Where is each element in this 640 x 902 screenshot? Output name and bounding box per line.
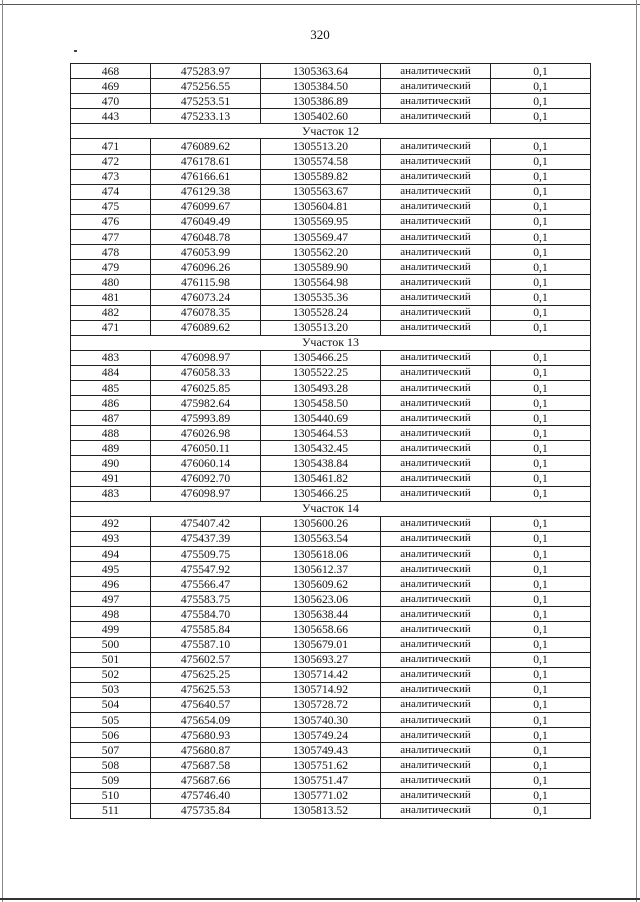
x-coordinate-cell: 475253.51 — [151, 94, 261, 109]
x-coordinate-cell: 475602.57 — [151, 652, 261, 667]
table-row — [71, 184, 591, 199]
accuracy-cell: 0,1 — [491, 758, 591, 773]
x-coordinate-cell: 475583.75 — [151, 592, 261, 607]
accuracy-cell: 0,1 — [491, 230, 591, 245]
point-number-cell: 492 — [71, 516, 151, 531]
y-coordinate-cell: 1305466.25 — [261, 350, 381, 365]
x-coordinate-cell: 476115.98 — [151, 275, 261, 290]
accuracy-cell: 0,1 — [491, 577, 591, 592]
accuracy-cell: 0,1 — [491, 305, 591, 320]
method-cell: аналитический — [381, 637, 491, 652]
point-number-cell: 483 — [71, 350, 151, 365]
scan-edge-top — [0, 4, 640, 5]
table-row — [71, 396, 591, 411]
x-coordinate-cell: 476129.38 — [151, 184, 261, 199]
x-coordinate-cell: 476026.98 — [151, 426, 261, 441]
y-coordinate-cell: 1305563.54 — [261, 531, 381, 546]
point-number-cell: 500 — [71, 637, 151, 652]
table-row — [71, 743, 591, 758]
accuracy-cell: 0,1 — [491, 64, 591, 79]
coordinates-table — [70, 63, 591, 819]
y-coordinate-cell: 1305522.25 — [261, 365, 381, 380]
section-title: Участок 13 — [71, 335, 591, 350]
point-number-cell: 490 — [71, 456, 151, 471]
x-coordinate-cell: 475735.84 — [151, 803, 261, 818]
accuracy-cell: 0,1 — [491, 396, 591, 411]
point-number-cell: 503 — [71, 682, 151, 697]
point-number-cell: 470 — [71, 94, 151, 109]
section-title: Участок 14 — [71, 501, 591, 516]
y-coordinate-cell: 1305569.47 — [261, 230, 381, 245]
method-cell: аналитический — [381, 64, 491, 79]
method-cell: аналитический — [381, 652, 491, 667]
y-coordinate-cell: 1305609.62 — [261, 577, 381, 592]
point-number-cell: 494 — [71, 547, 151, 562]
method-cell: аналитический — [381, 230, 491, 245]
point-number-cell: 507 — [71, 743, 151, 758]
table-row — [71, 64, 591, 79]
table-row — [71, 154, 591, 169]
y-coordinate-cell: 1305618.06 — [261, 547, 381, 562]
accuracy-cell: 0,1 — [491, 441, 591, 456]
point-number-cell: 506 — [71, 728, 151, 743]
y-coordinate-cell: 1305513.20 — [261, 139, 381, 154]
method-cell: аналитический — [381, 365, 491, 380]
y-coordinate-cell: 1305813.52 — [261, 803, 381, 818]
y-coordinate-cell: 1305569.95 — [261, 214, 381, 229]
accuracy-cell: 0,1 — [491, 109, 591, 124]
x-coordinate-cell: 475256.55 — [151, 79, 261, 94]
accuracy-cell: 0,1 — [491, 562, 591, 577]
accuracy-cell: 0,1 — [491, 350, 591, 365]
method-cell: аналитический — [381, 713, 491, 728]
table-row — [71, 245, 591, 260]
accuracy-cell: 0,1 — [491, 652, 591, 667]
point-number-cell: 497 — [71, 592, 151, 607]
x-coordinate-cell: 475407.42 — [151, 516, 261, 531]
accuracy-cell: 0,1 — [491, 773, 591, 788]
point-number-cell: 469 — [71, 79, 151, 94]
section-header-row — [71, 124, 591, 139]
table-row — [71, 622, 591, 637]
table-row — [71, 169, 591, 184]
section-title: Участок 12 — [71, 124, 591, 139]
method-cell: аналитический — [381, 260, 491, 275]
table-row — [71, 320, 591, 335]
x-coordinate-cell: 476089.62 — [151, 139, 261, 154]
y-coordinate-cell: 1305384.50 — [261, 79, 381, 94]
accuracy-cell: 0,1 — [491, 713, 591, 728]
scan-edge-left — [2, 0, 3, 902]
method-cell: аналитический — [381, 577, 491, 592]
method-cell: аналитический — [381, 607, 491, 622]
table-row — [71, 697, 591, 712]
method-cell: аналитический — [381, 396, 491, 411]
point-number-cell: 484 — [71, 365, 151, 380]
method-cell: аналитический — [381, 380, 491, 395]
scan-edge-bottom — [0, 898, 640, 900]
accuracy-cell: 0,1 — [491, 456, 591, 471]
point-number-cell: 486 — [71, 396, 151, 411]
accuracy-cell: 0,1 — [491, 154, 591, 169]
y-coordinate-cell: 1305562.20 — [261, 245, 381, 260]
x-coordinate-cell: 475993.89 — [151, 411, 261, 426]
x-coordinate-cell: 475982.64 — [151, 396, 261, 411]
x-coordinate-cell: 475625.25 — [151, 667, 261, 682]
accuracy-cell: 0,1 — [491, 667, 591, 682]
accuracy-cell: 0,1 — [491, 199, 591, 214]
point-number-cell: 504 — [71, 697, 151, 712]
point-number-cell: 468 — [71, 64, 151, 79]
y-coordinate-cell: 1305658.66 — [261, 622, 381, 637]
accuracy-cell: 0,1 — [491, 622, 591, 637]
y-coordinate-cell: 1305440.69 — [261, 411, 381, 426]
table-row — [71, 380, 591, 395]
table-row — [71, 260, 591, 275]
accuracy-cell: 0,1 — [491, 214, 591, 229]
method-cell: аналитический — [381, 441, 491, 456]
accuracy-cell: 0,1 — [491, 697, 591, 712]
accuracy-cell: 0,1 — [491, 380, 591, 395]
method-cell: аналитический — [381, 320, 491, 335]
table-row — [71, 365, 591, 380]
point-number-cell: 508 — [71, 758, 151, 773]
x-coordinate-cell: 475680.93 — [151, 728, 261, 743]
x-coordinate-cell: 475640.57 — [151, 697, 261, 712]
table-row — [71, 411, 591, 426]
method-cell: аналитический — [381, 758, 491, 773]
accuracy-cell: 0,1 — [491, 516, 591, 531]
x-coordinate-cell: 475687.58 — [151, 758, 261, 773]
method-cell: аналитический — [381, 139, 491, 154]
table-row — [71, 305, 591, 320]
y-coordinate-cell: 1305728.72 — [261, 697, 381, 712]
x-coordinate-cell: 476073.24 — [151, 290, 261, 305]
y-coordinate-cell: 1305693.27 — [261, 652, 381, 667]
y-coordinate-cell: 1305386.89 — [261, 94, 381, 109]
y-coordinate-cell: 1305623.06 — [261, 592, 381, 607]
y-coordinate-cell: 1305563.67 — [261, 184, 381, 199]
point-number-cell: 496 — [71, 577, 151, 592]
accuracy-cell: 0,1 — [491, 788, 591, 803]
table-row — [71, 577, 591, 592]
x-coordinate-cell: 476078.35 — [151, 305, 261, 320]
accuracy-cell: 0,1 — [491, 426, 591, 441]
section-header-row — [71, 335, 591, 350]
accuracy-cell: 0,1 — [491, 275, 591, 290]
accuracy-cell: 0,1 — [491, 139, 591, 154]
x-coordinate-cell: 475746.40 — [151, 788, 261, 803]
x-coordinate-cell: 475584.70 — [151, 607, 261, 622]
x-coordinate-cell: 475283.97 — [151, 64, 261, 79]
method-cell: аналитический — [381, 486, 491, 501]
table-row — [71, 682, 591, 697]
y-coordinate-cell: 1305528.24 — [261, 305, 381, 320]
point-number-cell: 488 — [71, 426, 151, 441]
y-coordinate-cell: 1305589.82 — [261, 169, 381, 184]
y-coordinate-cell: 1305535.36 — [261, 290, 381, 305]
y-coordinate-cell: 1305751.47 — [261, 773, 381, 788]
method-cell: аналитический — [381, 592, 491, 607]
point-number-cell: 498 — [71, 607, 151, 622]
table-row — [71, 456, 591, 471]
point-number-cell: 505 — [71, 713, 151, 728]
accuracy-cell: 0,1 — [491, 607, 591, 622]
method-cell: аналитический — [381, 350, 491, 365]
x-coordinate-cell: 476098.97 — [151, 350, 261, 365]
point-number-cell: 483 — [71, 486, 151, 501]
method-cell: аналитический — [381, 290, 491, 305]
method-cell: аналитический — [381, 154, 491, 169]
y-coordinate-cell: 1305564.98 — [261, 275, 381, 290]
x-coordinate-cell: 475547.92 — [151, 562, 261, 577]
method-cell: аналитический — [381, 214, 491, 229]
x-coordinate-cell: 475233.13 — [151, 109, 261, 124]
y-coordinate-cell: 1305771.02 — [261, 788, 381, 803]
x-coordinate-cell: 475437.39 — [151, 531, 261, 546]
method-cell: аналитический — [381, 531, 491, 546]
x-coordinate-cell: 475687.66 — [151, 773, 261, 788]
method-cell: аналитический — [381, 562, 491, 577]
table-row — [71, 773, 591, 788]
x-coordinate-cell: 476166.61 — [151, 169, 261, 184]
table-row — [71, 426, 591, 441]
method-cell: аналитический — [381, 305, 491, 320]
table-row — [71, 531, 591, 546]
y-coordinate-cell: 1305679.01 — [261, 637, 381, 652]
point-number-cell: 482 — [71, 305, 151, 320]
accuracy-cell: 0,1 — [491, 743, 591, 758]
accuracy-cell: 0,1 — [491, 260, 591, 275]
point-number-cell: 489 — [71, 441, 151, 456]
point-number-cell: 509 — [71, 773, 151, 788]
method-cell: аналитический — [381, 169, 491, 184]
table-row — [71, 803, 591, 818]
accuracy-cell: 0,1 — [491, 184, 591, 199]
x-coordinate-cell: 475625.53 — [151, 682, 261, 697]
method-cell: аналитический — [381, 773, 491, 788]
table-row — [71, 230, 591, 245]
table-row — [71, 516, 591, 531]
y-coordinate-cell: 1305363.64 — [261, 64, 381, 79]
point-number-cell: 472 — [71, 154, 151, 169]
page-number: 320 — [310, 27, 330, 42]
accuracy-cell: 0,1 — [491, 531, 591, 546]
section-header-row — [71, 501, 591, 516]
point-number-cell: 476 — [71, 214, 151, 229]
y-coordinate-cell: 1305466.25 — [261, 486, 381, 501]
table-row — [71, 441, 591, 456]
method-cell: аналитический — [381, 697, 491, 712]
table-row — [71, 214, 591, 229]
method-cell: аналитический — [381, 682, 491, 697]
x-coordinate-cell: 476089.62 — [151, 320, 261, 335]
point-number-cell: 502 — [71, 667, 151, 682]
point-number-cell: 471 — [71, 320, 151, 335]
point-number-cell: 474 — [71, 184, 151, 199]
method-cell: аналитический — [381, 109, 491, 124]
x-coordinate-cell: 475509.75 — [151, 547, 261, 562]
y-coordinate-cell: 1305751.62 — [261, 758, 381, 773]
accuracy-cell: 0,1 — [491, 79, 591, 94]
point-number-cell: 475 — [71, 199, 151, 214]
table-row — [71, 607, 591, 622]
method-cell: аналитический — [381, 516, 491, 531]
y-coordinate-cell: 1305740.30 — [261, 713, 381, 728]
table-row — [71, 79, 591, 94]
accuracy-cell: 0,1 — [491, 411, 591, 426]
accuracy-cell: 0,1 — [491, 637, 591, 652]
y-coordinate-cell: 1305438.84 — [261, 456, 381, 471]
method-cell: аналитический — [381, 622, 491, 637]
point-number-cell: 491 — [71, 471, 151, 486]
table-row — [71, 592, 591, 607]
accuracy-cell: 0,1 — [491, 94, 591, 109]
accuracy-cell: 0,1 — [491, 290, 591, 305]
method-cell: аналитический — [381, 667, 491, 682]
accuracy-cell: 0,1 — [491, 169, 591, 184]
x-coordinate-cell: 476060.14 — [151, 456, 261, 471]
y-coordinate-cell: 1305714.42 — [261, 667, 381, 682]
point-number-cell: 499 — [71, 622, 151, 637]
y-coordinate-cell: 1305464.53 — [261, 426, 381, 441]
accuracy-cell: 0,1 — [491, 547, 591, 562]
table-row — [71, 713, 591, 728]
x-coordinate-cell: 475585.84 — [151, 622, 261, 637]
x-coordinate-cell: 475680.87 — [151, 743, 261, 758]
method-cell: аналитический — [381, 426, 491, 441]
table-row — [71, 109, 591, 124]
coordinates-table-body — [71, 64, 591, 819]
y-coordinate-cell: 1305714.92 — [261, 682, 381, 697]
y-coordinate-cell: 1305749.43 — [261, 743, 381, 758]
table-row — [71, 788, 591, 803]
point-number-cell: 479 — [71, 260, 151, 275]
point-number-cell: 481 — [71, 290, 151, 305]
point-number-cell: 495 — [71, 562, 151, 577]
method-cell: аналитический — [381, 803, 491, 818]
table-row — [71, 486, 591, 501]
method-cell: аналитический — [381, 411, 491, 426]
method-cell: аналитический — [381, 788, 491, 803]
accuracy-cell: 0,1 — [491, 803, 591, 818]
table-row — [71, 758, 591, 773]
x-coordinate-cell: 475566.47 — [151, 577, 261, 592]
x-coordinate-cell: 476178.61 — [151, 154, 261, 169]
point-number-cell: 510 — [71, 788, 151, 803]
y-coordinate-cell: 1305432.45 — [261, 441, 381, 456]
scan-speck — [74, 50, 77, 52]
table-row — [71, 290, 591, 305]
point-number-cell: 478 — [71, 245, 151, 260]
accuracy-cell: 0,1 — [491, 592, 591, 607]
accuracy-cell: 0,1 — [491, 486, 591, 501]
method-cell: аналитический — [381, 94, 491, 109]
y-coordinate-cell: 1305589.90 — [261, 260, 381, 275]
point-number-cell: 471 — [71, 139, 151, 154]
table-row — [71, 139, 591, 154]
table-row — [71, 562, 591, 577]
x-coordinate-cell: 476050.11 — [151, 441, 261, 456]
y-coordinate-cell: 1305461.82 — [261, 471, 381, 486]
x-coordinate-cell: 476092.70 — [151, 471, 261, 486]
point-number-cell: 480 — [71, 275, 151, 290]
x-coordinate-cell: 476096.26 — [151, 260, 261, 275]
method-cell: аналитический — [381, 547, 491, 562]
point-number-cell: 485 — [71, 380, 151, 395]
x-coordinate-cell: 476048.78 — [151, 230, 261, 245]
x-coordinate-cell: 475587.10 — [151, 637, 261, 652]
accuracy-cell: 0,1 — [491, 365, 591, 380]
y-coordinate-cell: 1305604.81 — [261, 199, 381, 214]
table-row — [71, 471, 591, 486]
method-cell: аналитический — [381, 275, 491, 290]
table-row — [71, 350, 591, 365]
table-row — [71, 199, 591, 214]
point-number-cell: 487 — [71, 411, 151, 426]
method-cell: аналитический — [381, 471, 491, 486]
point-number-cell: 501 — [71, 652, 151, 667]
table-row — [71, 94, 591, 109]
y-coordinate-cell: 1305513.20 — [261, 320, 381, 335]
x-coordinate-cell: 476098.97 — [151, 486, 261, 501]
y-coordinate-cell: 1305493.28 — [261, 380, 381, 395]
method-cell: аналитический — [381, 728, 491, 743]
scan-edge-right — [636, 0, 637, 902]
y-coordinate-cell: 1305749.24 — [261, 728, 381, 743]
y-coordinate-cell: 1305458.50 — [261, 396, 381, 411]
method-cell: аналитический — [381, 199, 491, 214]
method-cell: аналитический — [381, 456, 491, 471]
table-row — [71, 637, 591, 652]
method-cell: аналитический — [381, 79, 491, 94]
x-coordinate-cell: 476099.67 — [151, 199, 261, 214]
accuracy-cell: 0,1 — [491, 320, 591, 335]
table-row — [71, 728, 591, 743]
method-cell: аналитический — [381, 184, 491, 199]
method-cell: аналитический — [381, 743, 491, 758]
accuracy-cell: 0,1 — [491, 728, 591, 743]
table-row — [71, 652, 591, 667]
x-coordinate-cell: 476058.33 — [151, 365, 261, 380]
point-number-cell: 477 — [71, 230, 151, 245]
accuracy-cell: 0,1 — [491, 471, 591, 486]
y-coordinate-cell: 1305638.44 — [261, 607, 381, 622]
x-coordinate-cell: 476025.85 — [151, 380, 261, 395]
table-row — [71, 667, 591, 682]
y-coordinate-cell: 1305600.26 — [261, 516, 381, 531]
point-number-cell: 493 — [71, 531, 151, 546]
x-coordinate-cell: 475654.09 — [151, 713, 261, 728]
y-coordinate-cell: 1305612.37 — [261, 562, 381, 577]
method-cell: аналитический — [381, 245, 491, 260]
y-coordinate-cell: 1305574.58 — [261, 154, 381, 169]
point-number-cell: 473 — [71, 169, 151, 184]
x-coordinate-cell: 476053.99 — [151, 245, 261, 260]
y-coordinate-cell: 1305402.60 — [261, 109, 381, 124]
table-row — [71, 547, 591, 562]
point-number-cell: 443 — [71, 109, 151, 124]
table-row — [71, 275, 591, 290]
accuracy-cell: 0,1 — [491, 245, 591, 260]
accuracy-cell: 0,1 — [491, 682, 591, 697]
point-number-cell: 511 — [71, 803, 151, 818]
x-coordinate-cell: 476049.49 — [151, 214, 261, 229]
